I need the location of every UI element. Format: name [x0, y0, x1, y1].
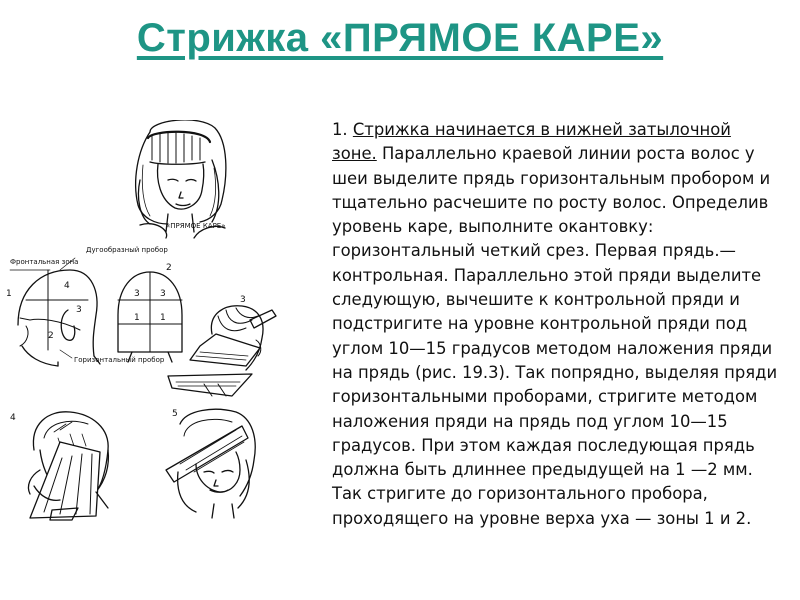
step-lead-underlined: Стрижка начинается в нижней затылочной зоне.: [332, 120, 731, 164]
figure-number-3: 3: [240, 295, 246, 305]
zone-1-back-left-label: 1: [134, 313, 140, 323]
figure-number-4: 4: [10, 413, 16, 423]
zone-2-label: 2: [48, 331, 54, 341]
figure-number-5: 5: [172, 409, 178, 419]
zone-3-back-left-label: 3: [134, 289, 140, 299]
step-number: 1.: [332, 120, 348, 139]
figure-number-2: 2: [166, 263, 172, 273]
zone-4-label: 4: [64, 281, 70, 291]
zone-1-back-right-label: 1: [160, 313, 166, 323]
arc-parting-label: Дугообразный пробор: [86, 246, 168, 254]
side-zones-drawing: [10, 258, 100, 366]
horizontal-parting-label: Горизонтальный пробор: [74, 356, 165, 364]
haircut-illustrations: [0, 120, 330, 560]
fringe-comb-drawing: [166, 409, 255, 518]
frontal-zone-label: Фронтальная зона: [10, 258, 79, 266]
figure-number-1: 1: [6, 289, 12, 299]
figure-caption: «ПРЯМОЕ КАРЕ»: [166, 222, 226, 230]
page-title: Стрижка «ПРЯМОЕ КАРЕ»: [136, 16, 664, 60]
bob-sectioning-left-drawing: [28, 412, 108, 520]
woman-bob-front-drawing: [136, 120, 226, 238]
zone-3-side-label: 3: [76, 305, 82, 315]
step-body: Параллельно краевой линии роста волос у шеи выделите прядь горизонтальным пробором и тщательно расчешите по росту волос. Определив уровень каре, выполните окантовку: горизонтальный четкий срез. Первая прядь.— контрольная. Параллельно этой пряди выделите следующую, вычешите к контрольной пряди и подстригите на уровне контрольной пряди под углом 10—15 градусов методом наложения пряди на прядь (рис. 19.3). Так попрядно, выделяя пряди горизонтальными проборами, стригите методом наложения пряди на прядь под углом 10—15 градусов. При этом каждая последующая прядь должна быть длиннее предыдущей на 1 —2 мм. Так стригите до горизонтального пробора, проходящего на уровне верха уха — зоны 1 и 2.: [332, 144, 778, 528]
back-zones-drawing: [118, 272, 182, 362]
section-comb-drawing: [168, 306, 276, 396]
zone-3-back-right-label: 3: [160, 289, 166, 299]
instruction-paragraph: [332, 118, 780, 531]
